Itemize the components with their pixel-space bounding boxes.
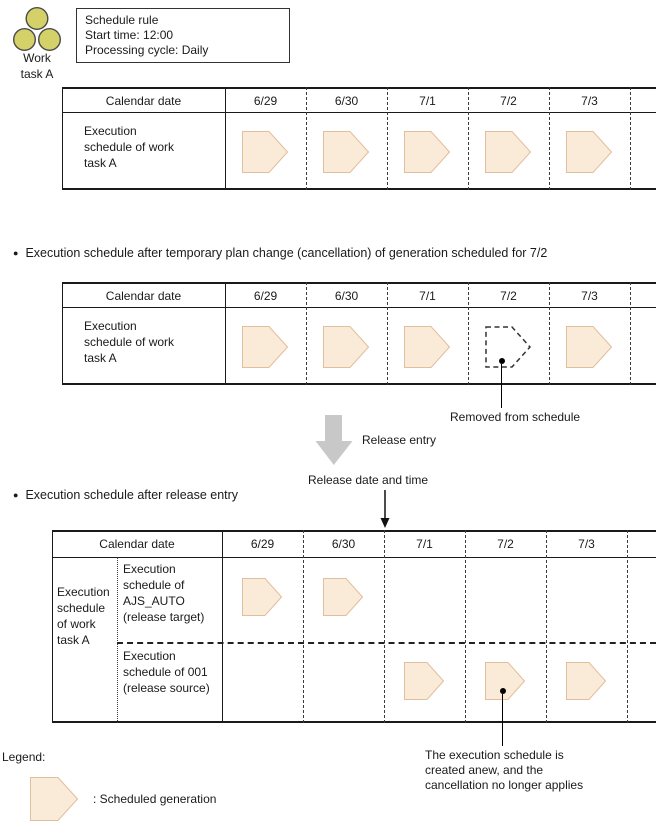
table1-date: 7/2 <box>500 93 517 108</box>
bullet-icon: ● <box>13 248 19 258</box>
scheduled-generation-icon <box>404 131 450 173</box>
table3-date-divider <box>384 530 385 723</box>
table2-calendar-header: Calendar date <box>105 288 182 303</box>
table2-bottom-border <box>62 383 656 385</box>
bullet-icon: ● <box>13 490 19 500</box>
legend-scheduled-generation-label: : Scheduled generation <box>93 792 217 806</box>
table1-calendar-header: Calendar date <box>105 93 182 108</box>
scheduled-generation-icon <box>323 578 363 616</box>
table3-release-source-label: Execution schedule of 001 (release source) <box>123 649 210 695</box>
scheduled-generation-icon <box>323 131 369 173</box>
scheduled-generation-icon <box>242 131 288 173</box>
table3-date: 7/3 <box>578 536 595 551</box>
table2-row-label: Execution schedule of work task A <box>84 319 175 365</box>
table3-date: 7/1 <box>416 536 433 551</box>
table2-date: 6/29 <box>253 288 278 303</box>
table3-release-target-label: Execution schedule of AJS_AUTO (release target) <box>123 562 205 624</box>
section2-title: ● Execution schedule after temporary plan change (cancellation) of generation scheduled for 7/2 <box>13 246 548 260</box>
table1-date: 7/3 <box>581 93 598 108</box>
table3-date: 6/30 <box>331 536 356 551</box>
table3-date: 7/2 <box>497 536 514 551</box>
schedule-rule-start-time: Start time: 12:00 <box>85 28 174 42</box>
legend-title: Legend: <box>2 750 46 764</box>
release-date-time-label: Release date and time <box>308 473 429 487</box>
scheduled-generation-legend-icon <box>30 777 78 821</box>
table1-date-divider <box>630 87 631 190</box>
release-entry-label: Release entry <box>362 433 437 447</box>
table2-date: 7/3 <box>581 288 598 303</box>
scheduled-generation-icon <box>566 131 612 173</box>
scheduled-generation-icon <box>566 326 612 368</box>
table1-row-label: Execution schedule of work task A <box>84 124 175 170</box>
table3-bottom-border <box>52 721 656 723</box>
table2-date: 6/30 <box>334 288 359 303</box>
table3-left-border <box>52 530 53 723</box>
removed-from-schedule-label: Removed from schedule <box>450 410 581 424</box>
table3-date-divider <box>546 530 547 723</box>
table3-outer-row-label: Execution schedule of work task A <box>57 585 110 647</box>
table1-header-divider <box>62 112 656 113</box>
table1-date: 6/29 <box>253 93 278 108</box>
scheduled-generation-icon <box>485 662 525 700</box>
callout-line <box>502 694 503 746</box>
scheduled-generation-icon <box>566 662 606 700</box>
work-task-label-line2: task A <box>20 67 54 81</box>
table2-date: 7/1 <box>419 288 436 303</box>
table3-date-divider <box>627 530 628 723</box>
table3-header-divider <box>52 557 656 558</box>
callout-dot <box>499 358 505 364</box>
table3-label-divider <box>117 557 118 723</box>
table-after-release-entry <box>52 530 656 723</box>
release-entry-arrow-icon <box>315 415 353 465</box>
table3-calendar-header: Calendar date <box>99 536 175 551</box>
work-task-jobnet-icon <box>11 6 63 52</box>
release-date-time-arrow-icon <box>379 490 391 528</box>
callout-dot <box>500 688 506 694</box>
callout-line <box>501 364 502 408</box>
table1-date: 6/30 <box>334 93 359 108</box>
cancelled-generation-icon <box>485 326 531 368</box>
table3-date-divider <box>303 530 304 723</box>
scheduled-generation-icon <box>404 662 444 700</box>
section3-title: ● Execution schedule after release entry <box>13 488 239 502</box>
scheduled-generation-icon <box>404 326 450 368</box>
table-original-schedule <box>62 87 656 190</box>
schedule-rule-processing-cycle: Processing cycle: Daily <box>85 43 209 57</box>
table1-bottom-border <box>62 188 656 190</box>
scheduled-generation-icon <box>242 578 282 616</box>
table3-date: 6/29 <box>250 536 275 551</box>
table-after-cancellation <box>62 282 656 385</box>
table2-date: 7/2 <box>500 288 517 303</box>
table3-column-divider <box>222 530 223 723</box>
table1-date: 7/1 <box>419 93 436 108</box>
work-task-label <box>4 50 70 82</box>
table2-header-divider <box>62 307 656 308</box>
scheduled-generation-icon <box>242 326 288 368</box>
created-anew-label: The execution schedule is created anew, and the cancellation no longer applies <box>425 748 584 792</box>
schedule-rule-title: Schedule rule <box>85 13 159 27</box>
table3-subrow-divider <box>117 642 656 644</box>
table2-date-divider <box>630 282 631 385</box>
schedule-rule-box <box>76 8 290 63</box>
table3-date-divider <box>465 530 466 723</box>
scheduled-generation-icon <box>485 131 531 173</box>
scheduled-generation-icon <box>323 326 369 368</box>
work-task-label-line1: Work <box>23 51 51 65</box>
